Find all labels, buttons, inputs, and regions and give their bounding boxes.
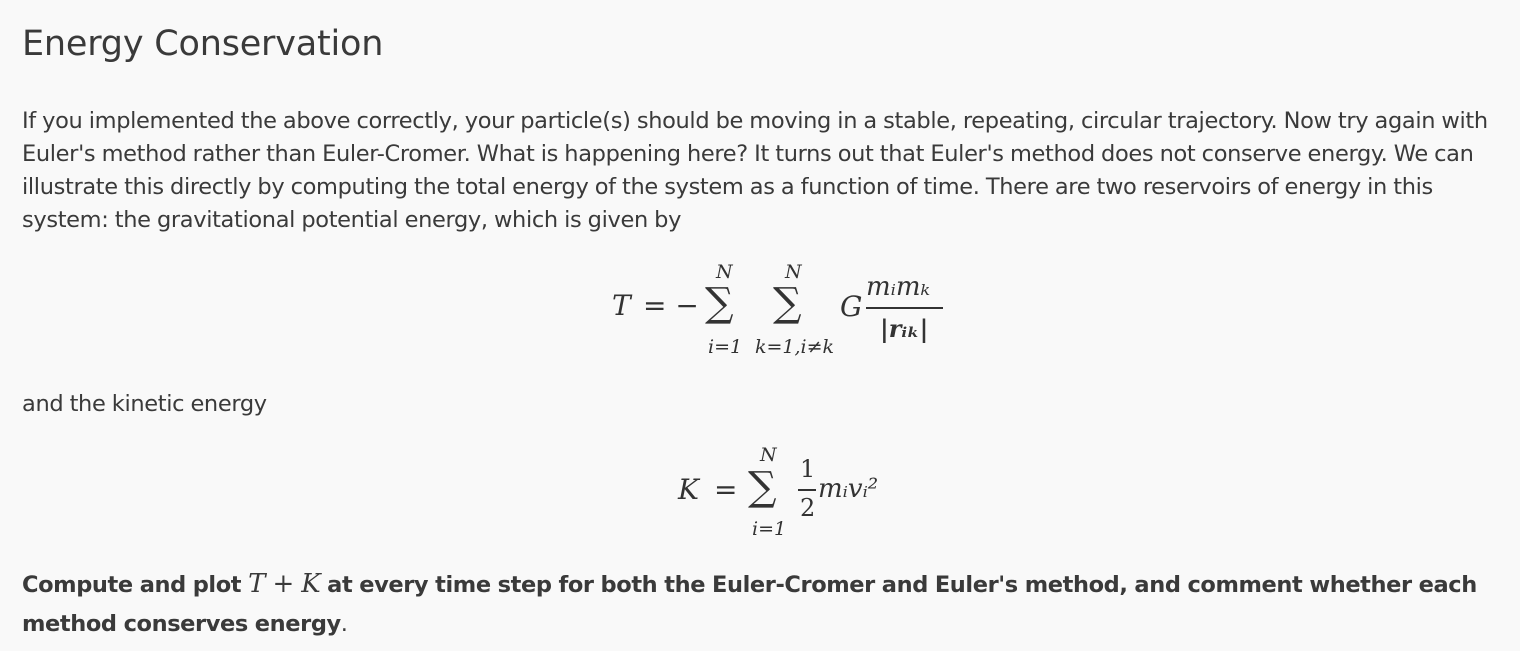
sum2-upper-limit: N (785, 261, 802, 283)
eq-t-lhs: T (612, 289, 631, 322)
task-bold-lead: Compute and plot (22, 572, 242, 598)
potential-denominator: |rᵢₖ| (880, 314, 929, 343)
task-bold-rest: at every time step for both the Euler-Cromer and Euler's method, and comment whether each method conserves energy (22, 572, 1477, 637)
inline-math-t-plus-k (248, 569, 320, 599)
kinetic-sigma-symbol: ∑ (748, 464, 777, 510)
inline-k: K (301, 569, 321, 599)
kinetic-intro-paragraph: and the kinetic energy (22, 391, 267, 417)
intro-paragraph: If you implemented the above correctly, your particle(s) should be moving in a stable, repeating, circular trajectory. Now try again with Euler's method rather than Euler-Cromer. What is happening here? It turns out that Euler's method does not conserve energy. We can illustrate this directly by computing the total energy of the system as a function of time. There are two reservoirs of energy in this system: the gravitational potential energy, which is given by (22, 108, 1488, 233)
half-denominator: 2 (800, 494, 816, 522)
eq-k-lhs: K (678, 473, 699, 506)
eq-t-equals-minus: = − (643, 289, 699, 322)
inline-t: T (248, 569, 266, 599)
inline-plus: + (272, 569, 294, 599)
sum1-lower-limit: i=1 (708, 336, 743, 358)
sum1-upper-limit: N (716, 261, 733, 283)
potential-fraction-bar (866, 307, 943, 309)
section-title: Energy Conservation (22, 24, 384, 64)
half-numerator: 1 (800, 455, 816, 483)
gravitational-constant: G (840, 290, 863, 323)
kinetic-sum-upper-limit: N (760, 444, 777, 466)
kinetic-term: mᵢvᵢ² (818, 474, 879, 504)
eq-k-equals: = (714, 473, 738, 506)
sum1-sigma-symbol: ∑ (705, 280, 734, 326)
task-end-period: . (340, 611, 348, 637)
sum2-lower-limit: k=1,i≠k (755, 336, 835, 358)
task-paragraph (22, 565, 1518, 644)
half-fraction-bar (798, 489, 816, 491)
kinetic-sum-lower-limit: i=1 (752, 518, 787, 540)
potential-numerator: mᵢmₖ (866, 272, 931, 302)
sum2-sigma-symbol: ∑ (773, 280, 802, 326)
